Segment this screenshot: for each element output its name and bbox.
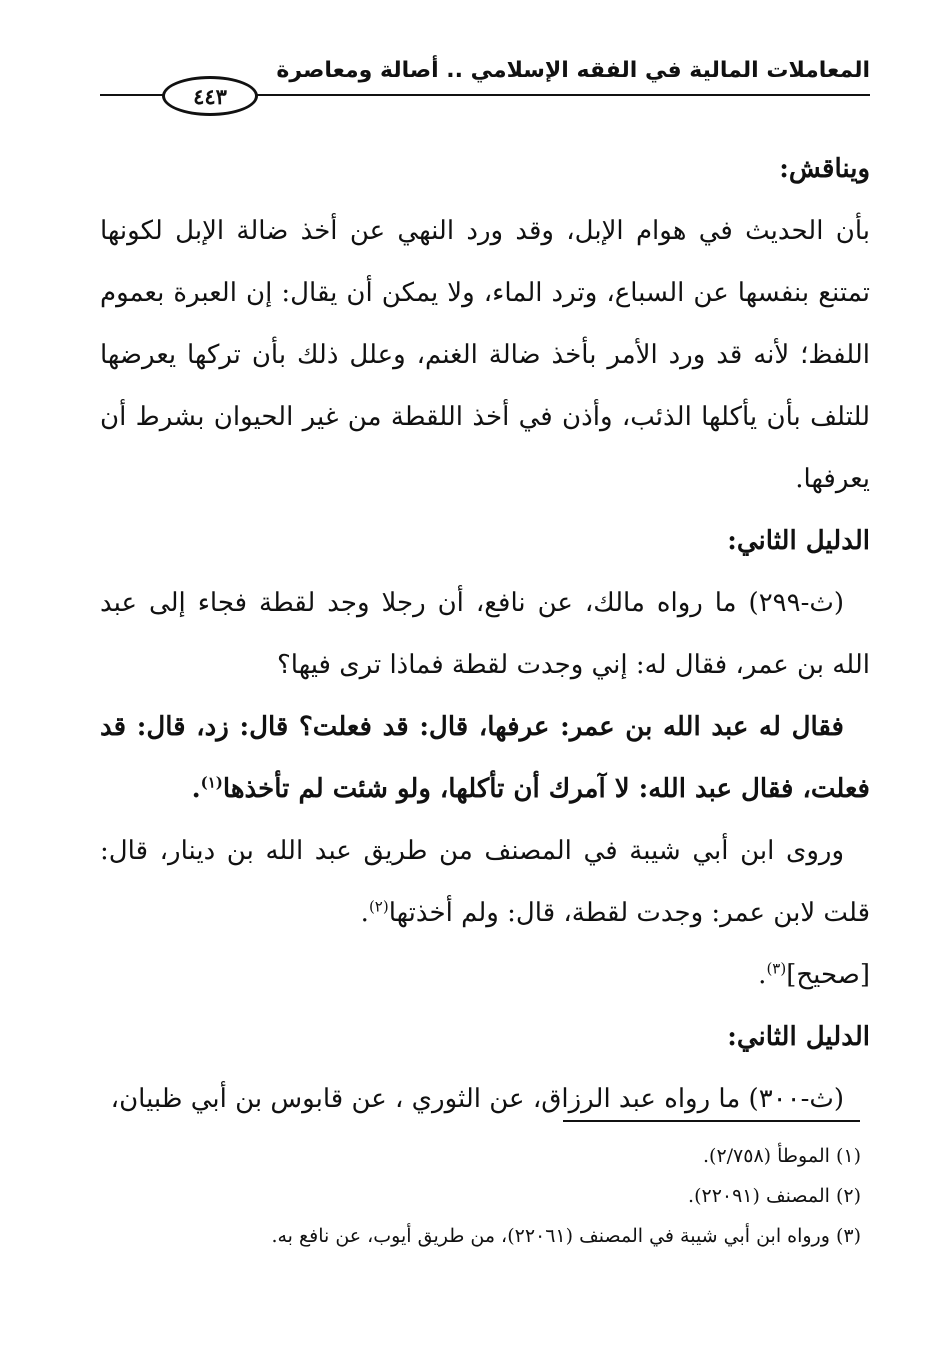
paragraph-discussion-heading: ويناقش: [779,154,870,184]
footnote-3: (٣) ورواه ابن أبي شيبة في المصنف (٢٢٠٦١)، من طريق أيوب، عن نافع به. [271,1225,861,1247]
period: . [360,898,369,928]
grading [100,944,870,1006]
grading-text: [صحيح] [786,960,870,990]
page-header [100,56,870,116]
page-number-badge: ٤٤٣ [162,76,258,116]
footnote-ref-2: (٢) [368,897,389,916]
athar-299-text: فقال له عبد الله بن عمر: عرفها، قال: قد فعلت؟ قال: زد، قال: قد فعلت، فقال عبد الله: لا آمرك أن تأكلها، ولو شئت لم تأخذها [100,712,870,804]
period: . [191,774,201,804]
footnote-1: (١) الموطأ (٢/٧٥٨). [702,1145,861,1167]
footnote-ref-3: (٣) [766,959,787,978]
page-body [100,138,870,1130]
running-title: المعاملات المالية في الفقه الإسلامي .. أصالة ومعاصرة [276,58,870,83]
footnotes [161,1136,861,1256]
narration-text: وروى ابن أبي شيبة في المصنف من طريق عبد الله بن دينار، قال: قلت لابن عمر: وجدت لقطة، قال: ولم أخذتها [100,836,870,928]
next-evidence-heading: الدليل الثاني: [727,1022,870,1052]
athar-299: (ث-٢٩٩) ما رواه مالك، عن نافع، أن رجلا وجد لقطة فجاء إلى عبد الله بن عمر، فقال له: إني وجدت لقطة فماذا ترى فيها؟ [100,588,870,680]
ibn-abi-shaybah-narration [100,820,870,944]
athar-300: (ث-٣٠٠) ما رواه عبد الرزاق، عن الثوري ، عن قابوس بن أبي ظبيان، [110,1084,844,1114]
athar-299-continuation [100,696,870,820]
paragraph-discussion: بأن الحديث في هوام الإبل، وقد ورد النهي عن أخذ ضالة الإبل لكونها تمتنع بنفسها عن السباع، وترد الماء، ولا يمكن أن يقال: إن العبرة بعموم اللفظ؛ لأنه قد ورد الأمر بأخذ ضالة الغنم، وعلل ذلك بأن تركها يعرضها للتلف بأن يأكلها الذئب، وأذن في أخذ اللقطة من غير الحيوان بشرط أن يعرفها. [100,216,870,494]
period: . [758,960,767,990]
footnote-2: (٢) المصنف (٢٢٠٩١). [688,1185,861,1207]
footnote-rule [563,1120,860,1122]
footnote-ref-1: (١) [200,773,223,792]
second-evidence-heading: الدليل الثاني: [727,526,870,556]
